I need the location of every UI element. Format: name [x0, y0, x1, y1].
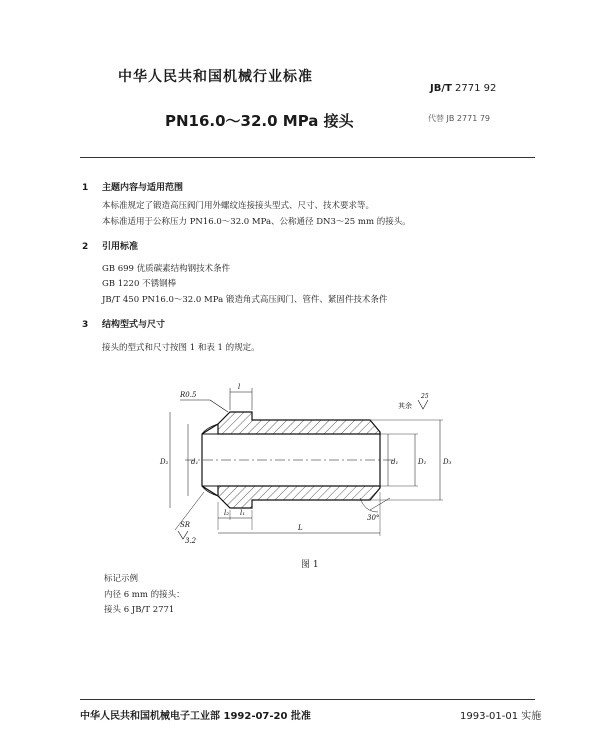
section-3-title: 结构型式与尺寸	[102, 320, 166, 330]
replaces-note: 代替 JB 2771 79	[428, 114, 491, 123]
label-rest: 其余	[398, 402, 412, 410]
label-d-1: D₁	[418, 458, 427, 466]
lower-wall	[218, 486, 380, 508]
section-1-para-2: 本标准适用于公称压力 PN16.0～32.0 MPa、公称通径 DN3～25 mm 的接头。	[102, 217, 411, 227]
section-1-heading	[82, 180, 183, 193]
footer-effective: 1993-01-01 实施	[460, 711, 542, 722]
label-l: l	[238, 383, 241, 391]
section-2-num: 2	[82, 242, 89, 252]
label-l1: l₁	[240, 509, 246, 517]
label-sr: SR	[180, 521, 191, 529]
marking-line-2: 接头 6 JB/T 2771	[104, 605, 175, 615]
section-3-num: 3	[82, 320, 89, 330]
label-d2: D₂	[160, 458, 169, 466]
reference-2: GB 1220 不锈钢棒	[102, 279, 177, 289]
reference-3: JB/T 450 PN16.0～32.0 MPa 锻造角式高压阀门、管件、紧固件技术条件	[102, 295, 388, 305]
standard-code: 2771 92	[455, 83, 497, 94]
doc-title: PN16.0～32.0 MPa 接头	[165, 112, 354, 130]
label-d-3: D₃	[443, 458, 452, 466]
bottom-rule	[80, 699, 535, 700]
section-3-heading	[82, 317, 165, 330]
section-2-heading	[82, 239, 138, 252]
reference-1: GB 699 优质碳素结构钢技术条件	[102, 264, 231, 274]
label-l2: l₂	[224, 509, 230, 517]
joint-drawing	[140, 380, 460, 560]
section-1-para-1: 本标准规定了锻造高压阀门用外螺纹连接接头型式、尺寸、技术要求等。	[102, 201, 375, 211]
label-d1-left: d₁	[191, 458, 199, 466]
figure-caption: 图 1	[301, 560, 319, 570]
marking-line-1: 内径 6 mm 的接头：	[104, 590, 185, 600]
label-big-l: L	[298, 524, 303, 532]
standard-number	[430, 83, 496, 94]
label-angle: 30°	[367, 514, 380, 522]
section-3-para-1: 接头的型式和尺寸按图 1 和表 1 的规定。	[102, 343, 260, 353]
standard-prefix: JB/T	[430, 83, 452, 94]
label-r: R0.5	[180, 391, 197, 399]
section-2-title: 引用标准	[102, 242, 139, 252]
top-rule	[80, 157, 535, 158]
footer-issuer: 中华人民共和国机械电子工业部 1992-07-20 批准	[80, 711, 311, 722]
marking-title: 标记示例	[104, 574, 139, 584]
label-rest-roughness: 25	[421, 393, 429, 400]
label-sr-roughness: 3.2	[185, 537, 197, 545]
section-1-num: 1	[82, 183, 89, 193]
section-1-title: 主题内容与适用范围	[102, 183, 184, 193]
org-title: 中华人民共和国机械行业标准	[118, 69, 313, 85]
upper-wall	[218, 412, 380, 434]
label-d1-inner: d₁	[391, 458, 399, 466]
